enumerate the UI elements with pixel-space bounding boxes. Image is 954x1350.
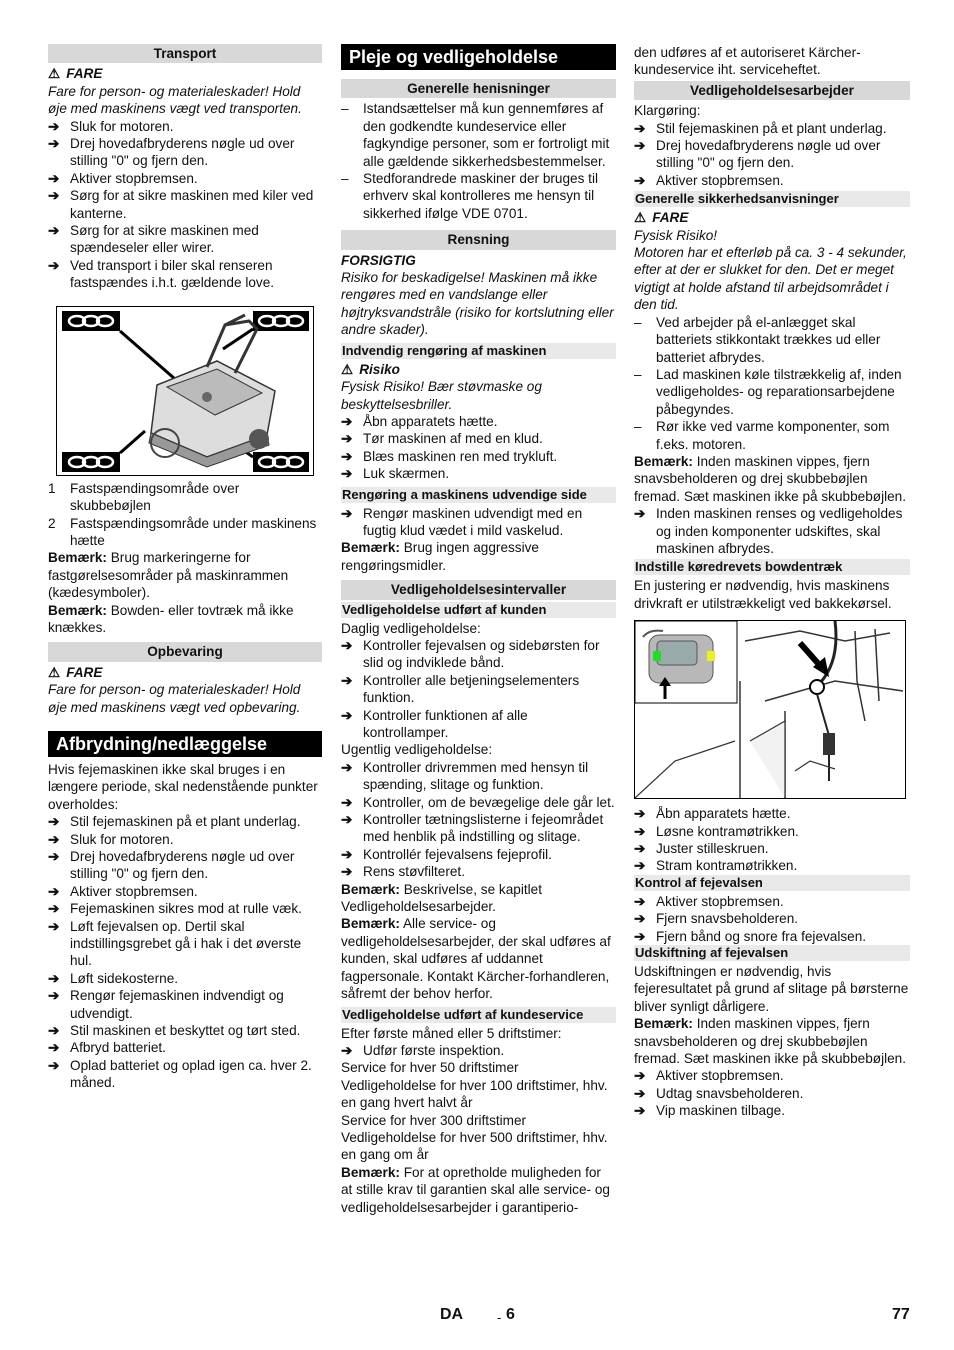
list-item: ➔ Kontroller fejevalsen og sidebørsten for slid og indviklede bånd. (341, 637, 616, 672)
list-item: ➔ Sluk for motoren. (48, 831, 322, 848)
footer-page-number: 6 (506, 1306, 515, 1323)
list-item: ➔ Aktiver stopbremsen. (48, 883, 322, 900)
list-item: ➔ Drej hovedafbryderens nøgle ud over stilling "0" og fjern den. (634, 137, 910, 172)
list-item: ➔ Juster stilleskruen. (634, 840, 910, 857)
section-heading-maintenance-work: Vedligeholdelsesarbejder (634, 81, 910, 100)
subheading-customer-maintenance: Vedligeholdelse udført af kunden (341, 602, 616, 618)
shutdown-steps (48, 813, 322, 1092)
preparation-label: Klargøring: (634, 103, 701, 119)
list-item: ➔ Kontroller alle betjeningselementers funktion. (341, 672, 616, 707)
caution-label: FORSIGTIG (341, 252, 416, 268)
bowden-illustration (635, 621, 905, 798)
chain-icon (62, 311, 120, 331)
list-item: – Rør ikke ved varme komponenter, som f.eks. motoren. (634, 418, 910, 453)
subheading-inner-cleaning: Indvendig rengøring af maskinen (341, 343, 616, 359)
footer-dash: - (497, 1310, 502, 1325)
warning-label: ⚠ FARE (48, 664, 103, 680)
list-item: ➔ Løft fejevalsen op. Dertil skal indstillingsgrebet gå i hak i det øverste hul. (48, 918, 322, 970)
daily-steps (341, 637, 616, 741)
list-item: – Istandsættelser må kun gennemføres af den godkendte kundeservice eller fagkyndige personer, som er fortroligt mit alle gældende sikkerhedsbestemmelser. (341, 100, 616, 170)
check-roller-steps (634, 893, 910, 945)
subheading-replace-roller: Udskiftning af fejevalsen (634, 945, 910, 961)
warning-text: Fysisk Risiko! (634, 227, 718, 243)
continued-text: den udføres af et autoriseret Kärcher-kundeservice iht. serviceheftet. (634, 45, 861, 78)
list-item: ➔ Løft sidekosterne. (48, 970, 322, 987)
note: Bemærk: Inden maskinen vippes, fjern snavsbeholderen og drej skubbebøjlen fremad. Sæt maskinen ikke på skubbebøjlen. (634, 453, 907, 504)
transport-steps (48, 118, 322, 292)
list-item: ➔ Inden maskinen renses og vedligeholdes og inden komponenter udskiftes, skal maskinen afbrydes. (634, 505, 910, 557)
list-item: ➔ Blæs maskinen ren med trykluft. (341, 448, 616, 465)
chain-icon (253, 452, 309, 472)
list-item: ➔ Oplad batteriet og oplad igen ca. hver 2. måned. (48, 1057, 322, 1092)
warning-text: Fare for person- og materialeskader! Hold øje med maskinens vægt ved transporten. (48, 83, 302, 117)
list-item: ➔ Aktiver stopbremsen. (634, 1067, 910, 1084)
sweeper-illustration (57, 307, 313, 475)
section-heading-intervals: Vedligeholdelsesintervaller (341, 580, 616, 599)
list-item: ➔ Udfør første inspektion. (341, 1042, 616, 1059)
warning-text: Fare for person- og materialeskader! Hold øje med maskinens vægt ved opbevaring. (48, 682, 301, 715)
footer-total-page: 77 (892, 1306, 910, 1323)
section-heading-storage: Opbevaring (48, 642, 322, 661)
chapter-heading-shutdown: Afbrydning/nedlæggelse (48, 731, 322, 757)
list-item: ➔ Stram kontramøtrikken. (634, 857, 910, 874)
list-item: ➔ Drej hovedafbryderens nøgle ud over stilling "0" og fjern den. (48, 135, 322, 170)
note: Bemærk: For at opretholde muligheden for at stille krav til garantien skal alle service- og vedligeholdelsesarbejder i garantiperio- (341, 1164, 610, 1215)
list-item: ➔ Aktiver stopbremsen. (634, 172, 910, 189)
list-item: ➔ Fjern bånd og snore fra fejevalsen. (634, 928, 910, 945)
list-item: ➔ Vip maskinen tilbage. (634, 1102, 910, 1119)
outer-cleaning-steps (341, 505, 616, 540)
bowden-intro: En justering er nødvendig, hvis maskinens drivkraft er utilstrækkeligt ved bakkekørsel. (634, 578, 892, 611)
subheading-check-roller: Kontrol af fejevalsen (634, 875, 910, 891)
preparation-steps (634, 120, 910, 190)
list-item: ➔ Kontroller drivremmen med hensyn til spænding, slitage og funktion. (341, 759, 616, 794)
service-line: Vedligeholdelse for hver 100 driftstimer, hhv. en gang hvert halvt år (341, 1077, 608, 1111)
list-item: – Lad maskinen køle tilstrækkelig af, inden vedligeholdes- og reparationsarbejdene påbegyndes. (634, 366, 910, 418)
section-heading-transport: Transport (48, 44, 322, 63)
list-item: ➔ Rens støvfilteret. (341, 863, 616, 880)
note: Bemærk: Alle service- og vedligeholdelsesarbejder, der skal udføres af kunden, skal udføres af uddannet fagpersonale. Kontakt Kärcher-forhandleren, såfremt der behov herfor. (341, 916, 611, 1002)
warning-text: Fysisk Risiko! Bær støvmaske og beskyttelsesbriller. (341, 379, 542, 412)
warning-label: ⚠ FARE (48, 66, 103, 82)
safety-items (634, 314, 910, 453)
list-item: ➔ Åbn apparatets hætte. (341, 413, 616, 430)
chain-icon (253, 311, 309, 331)
column-2 (341, 44, 616, 1216)
list-item: 1 Fastspændingsområde over skubbebøjlen (48, 480, 240, 514)
bowden-adjustment-figure (634, 620, 906, 799)
warning-label: ⚠ FARE (634, 210, 689, 226)
first-service-steps (341, 1042, 616, 1059)
list-item: ➔ Aktiver stopbremsen. (48, 170, 322, 187)
caution-text: Risiko for beskadigelse! Maskinen må ikke rengøres med en vandslange eller højtryksvandstråle (risiko for kortslutning eller andre skader). (341, 270, 614, 338)
list-item: ➔ Stil fejemaskinen på et plant underlag. (48, 813, 322, 830)
warning-label: ⚠ Risiko (341, 361, 400, 377)
list-item: – Ved arbejder på el-anlægget skal batteriets stikkontakt trækkes ud eller batteriet afbrydes. (634, 314, 910, 366)
list-item: ➔ Ved transport i biler skal renseren fastspændes i.h.t. gældende love. (48, 257, 322, 292)
warning-triangle-icon: ⚠ (634, 210, 647, 226)
list-item: ➔ Stil maskinen et beskyttet og tørt sted. (48, 1022, 322, 1039)
section-heading-cleaning: Rensning (341, 230, 616, 249)
list-item: ➔ Fjern snavsbeholderen. (634, 910, 910, 927)
service-line: Service for hver 50 driftstimer (341, 1060, 519, 1076)
list-item: ➔ Sørg for at sikre maskinen med spændeseler eller wirer. (48, 222, 322, 257)
list-item: ➔ Aktiver stopbremsen. (634, 893, 910, 910)
list-item: ➔ Løsne kontramøtrikken. (634, 823, 910, 840)
list-item: – Stedforandrede maskiner der bruges til erhverv skal kontrolleres me hensyn til sikkerhed ifølge VDE 0701. (341, 170, 616, 222)
note: Bemærk: Brug markeringerne for fastgørelsesområder på maskinrammen (kædesymboler). (48, 550, 289, 601)
service-line: Service for hver 300 driftstimer (341, 1112, 527, 1128)
list-item: ➔ Tør maskinen af med en klud. (341, 430, 616, 447)
list-item: ➔ Rengør maskinen udvendigt med en fugtig klud vædet i mild vaskelud. (341, 505, 616, 540)
warning-triangle-icon: ⚠ (48, 66, 61, 82)
list-item: ➔ Åbn apparatets hætte. (634, 805, 910, 822)
safety-steps (634, 505, 910, 557)
subheading-safety: Generelle sikkerhedsanvisninger (634, 191, 910, 207)
shutdown-intro: Hvis fejemaskinen ikke skal bruges i en længere periode, skal nedenstående punkter overholdes: (48, 761, 318, 812)
weekly-steps (341, 759, 616, 881)
general-notes (341, 100, 616, 222)
list-item: ➔ Udtag snavsbeholderen. (634, 1085, 910, 1102)
warning-triangle-icon: ⚠ (341, 361, 354, 377)
list-item: ➔ Drej hovedafbryderens nøgle ud over stilling "0" og fjern den. (48, 848, 322, 883)
inner-cleaning-steps (341, 413, 616, 483)
note: Bemærk: Bowden- eller tovtræk må ikke knækkes. (48, 602, 294, 635)
list-item: ➔ Sluk for motoren. (48, 118, 322, 135)
warning-triangle-icon: ⚠ (48, 664, 61, 680)
replace-roller-steps (634, 1067, 910, 1119)
chain-icon (62, 452, 120, 472)
list-item: ➔ Kontrollér fejevalsens fejeprofil. (341, 846, 616, 863)
daily-label: Daglig vedligeholdelse: (341, 620, 481, 636)
list-item: ➔ Kontroller, om de bevægelige dele går let. (341, 794, 616, 811)
sweeper-tie-down-figure (56, 306, 314, 476)
list-item: ➔ Kontroller tætningslisterne i fejeområdet med henblik på indstilling og slitage. (341, 811, 616, 846)
subheading-service-maintenance: Vedligeholdelse udført af kundeservice (341, 1007, 616, 1023)
subheading-bowden: Indstille køredrevets bowdentræk (634, 559, 910, 575)
column-1 (48, 44, 322, 1092)
weekly-label: Ugentlig vedligeholdelse: (341, 742, 493, 758)
list-item: ➔ Fejemaskinen sikres mod at rulle væk. (48, 900, 322, 917)
chapter-heading-maintenance: Pleje og vedligeholdelse (341, 44, 616, 70)
first-service-label: Efter første måned eller 5 driftstimer: (341, 1025, 562, 1041)
note: Bemærk: Beskrivelse, se kapitlet Vedligeholdelsesarbejder. (341, 881, 542, 915)
subheading-outer-cleaning: Rengøring a maskinens udvendige side (341, 487, 616, 503)
note: Bemærk: Inden maskinen vippes, fjern snavsbeholderen og drej skubbebøjlen fremad. Sæt maskinen ikke på skubbebøjlen. (634, 1016, 907, 1067)
list-item: ➔ Luk skærmen. (341, 465, 616, 482)
list-item: ➔ Stil fejemaskinen på et plant underlag. (634, 120, 910, 137)
note: Bemærk: Brug ingen aggressive rengøringsmidler. (341, 540, 539, 573)
list-item: ➔ Kontroller funktionen af alle kontrollamper. (341, 707, 616, 742)
figure-legend (48, 480, 322, 550)
bowden-steps (634, 805, 910, 875)
section-heading-general: Generelle henisninger (341, 79, 616, 98)
list-item: 2 Fastspændingsområde under maskinens hætte (48, 515, 317, 548)
list-item: ➔ Sørg for at sikre maskinen med kiler ved kanterne. (48, 187, 322, 222)
footer-language: DA (440, 1306, 464, 1323)
list-item: ➔ Rengør fejemaskinen indvendigt og udvendigt. (48, 987, 322, 1022)
replace-intro: Udskiftningen er nødvendig, hvis fejeresultatet på grund af slitage på børsterne bliver synligt dårligere. (634, 964, 909, 1014)
column-3 (634, 44, 910, 1120)
warning-text: Motoren har et efterløb på ca. 3 - 4 sekunder, efter at der er slukket for den. Det er meget vigtigt at holde afstand til arbejdsområdet i den tid. (634, 245, 907, 313)
list-item: ➔ Afbryd batteriet. (48, 1039, 322, 1056)
service-line: Vedligeholdelse for hver 500 driftstimer, hhv. en gang om år (341, 1129, 608, 1163)
